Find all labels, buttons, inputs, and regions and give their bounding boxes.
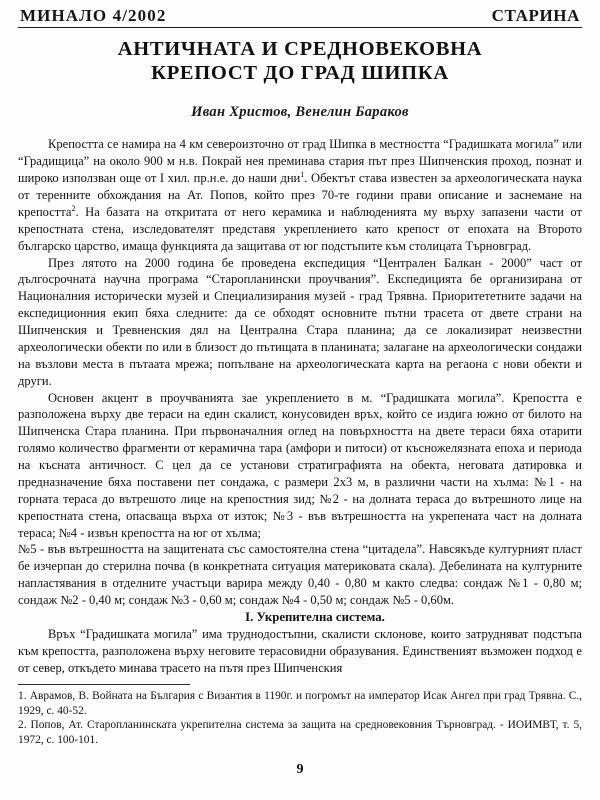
footnote-separator-rule (18, 684, 190, 685)
paragraph-1-part-b: . Обектът става известен за археологическата наука от теренните обхождания на Ат. Попов, който през 70-те години прави описание и заснемане на крепостта (18, 171, 582, 219)
article-authors: Иван Христов, Венелин Бараков (191, 104, 409, 121)
body-paragraph-5: Връх “Градишката могила” има труднодостъпни, скалисти склонове, които затрудняват подстъпа към крепостта, разположена върху неговите терасовидни образувания. Единственият възможен подход е от север, откъдето минава трасето на пътя през Шипченския (18, 627, 582, 675)
article-title (18, 37, 582, 85)
article-title-line-1: АНТИЧНАТА И СРЕДНОВЕКОВНА (117, 38, 483, 60)
footnote-ref-1[interactable]: 1 (300, 169, 305, 179)
body-paragraph-1 (18, 136, 582, 254)
body-paragraph-2: През лятото на 2000 година бе проведена експедиция “Централен Балкан - 2000” част от дългосрочната научна програма “Старопланински проучвания”. Експедицията бе организирана от Националния исторически музей и Специализирания музей - град Трявна. Приоритететните задачи на експедиционния екип бяха следните: да се обходят основните пътни трасета от двете страни на Шипченския и Тревненския дял на Централна Стара планина; да се локализират неизвестни археологически обекти по или в близост до пътищата в планината; залагане на археологически сондажи на възлови места в пътаата мрежа; попълване на археологическата карта на регаона с нови обекти и други. (18, 255, 582, 388)
footnote-ref-2[interactable]: 2 (71, 203, 76, 213)
footnotes-block (18, 684, 582, 748)
paragraph-1-part-c: . На базата на откритата от него керамика и наблюденията му върху запазени части от крепостната стена, изследователят представя укреплението като крепост от епохата на Второто българско царство, имаща функцията да защитава от юг подстъпите към столицата Търновград. (18, 204, 582, 253)
body-paragraph-4: №5 - във вътрешността на защитената със самостоятелна стена “цитадела”. Навсякъде културният пласт бе изчерпан до стерилна почва (в конкретната ситуация материковата скала). Дебелината на културните напластявания в отделните участъци варира между 0,40 - 0,80 м както следва: сондаж №1 - 0,80 м; сондаж №2 - 0,40 м; сондаж №3 - 0,60 м; сондаж №4 - 0,50 м; сондаж №5 - 0,60м. (18, 542, 582, 607)
section-name: СТАРИНА (491, 6, 580, 25)
article-body (18, 136, 582, 676)
section-heading-fortification-system: I. Укрепителна система. (245, 609, 385, 624)
footnote-item: 1. Аврамов, В. Войната на България с Византия в 1190г. и погромът на император Исак Ангел при град Трявна. С., 1929, с. 40-52. (18, 689, 582, 717)
footnote-item: 2. Попов, Ат. Старопланинската укрепителна система за защита на средновековния Търновград. - ИОИМВТ, т. 5, 1972, с. 100-101. (18, 719, 582, 747)
paragraph-1-part-a: Крепостта се намира на 4 км североизточно от град Шипка в местността “Градишката могила” или “Градищица” на около 900 м н.в. Покрай нея преминава стария път през Шипченския проход, познат и широко използван още от I хил. пр.н.е. до наши дни (18, 137, 582, 186)
body-paragraph-3: Основен акцент в проучванията зае укреплението в м. “Градишката могила”. Крепостта е разположена върху две тераси на един скалист, конусовиден връх, който се издига южно от билото на Шипченска Стара планина. При първоначалния оглед на повърхността на двете тераси бяха отарити голямо количество фрагменти от керамична тара (амфори и питоси) от късножелязната епоха и периода на късната античност. С цел да се установи стратиграфията на обекта, неговата датировка и предназначение бяха поставени пет сондажа, с размери 2х3 м, в различни части на хълма: №1 - на горната тераса до вътрешото лице на крепостния зид; №2 - на долната тераса до вътрешното лице на крепостната стена, опасваща върха от изток; №3 - във вътрешността на укрепената част на долната тераса; №4 - извън крепостта на юг от хълма; (18, 390, 582, 540)
page-number: 9 (296, 762, 304, 777)
journal-name-and-issue: МИНАЛО 4/2002 (20, 6, 167, 25)
article-title-line-2: КРЕПОСТ ДО ГРАД ШИПКА (151, 62, 449, 85)
running-head (18, 6, 582, 28)
